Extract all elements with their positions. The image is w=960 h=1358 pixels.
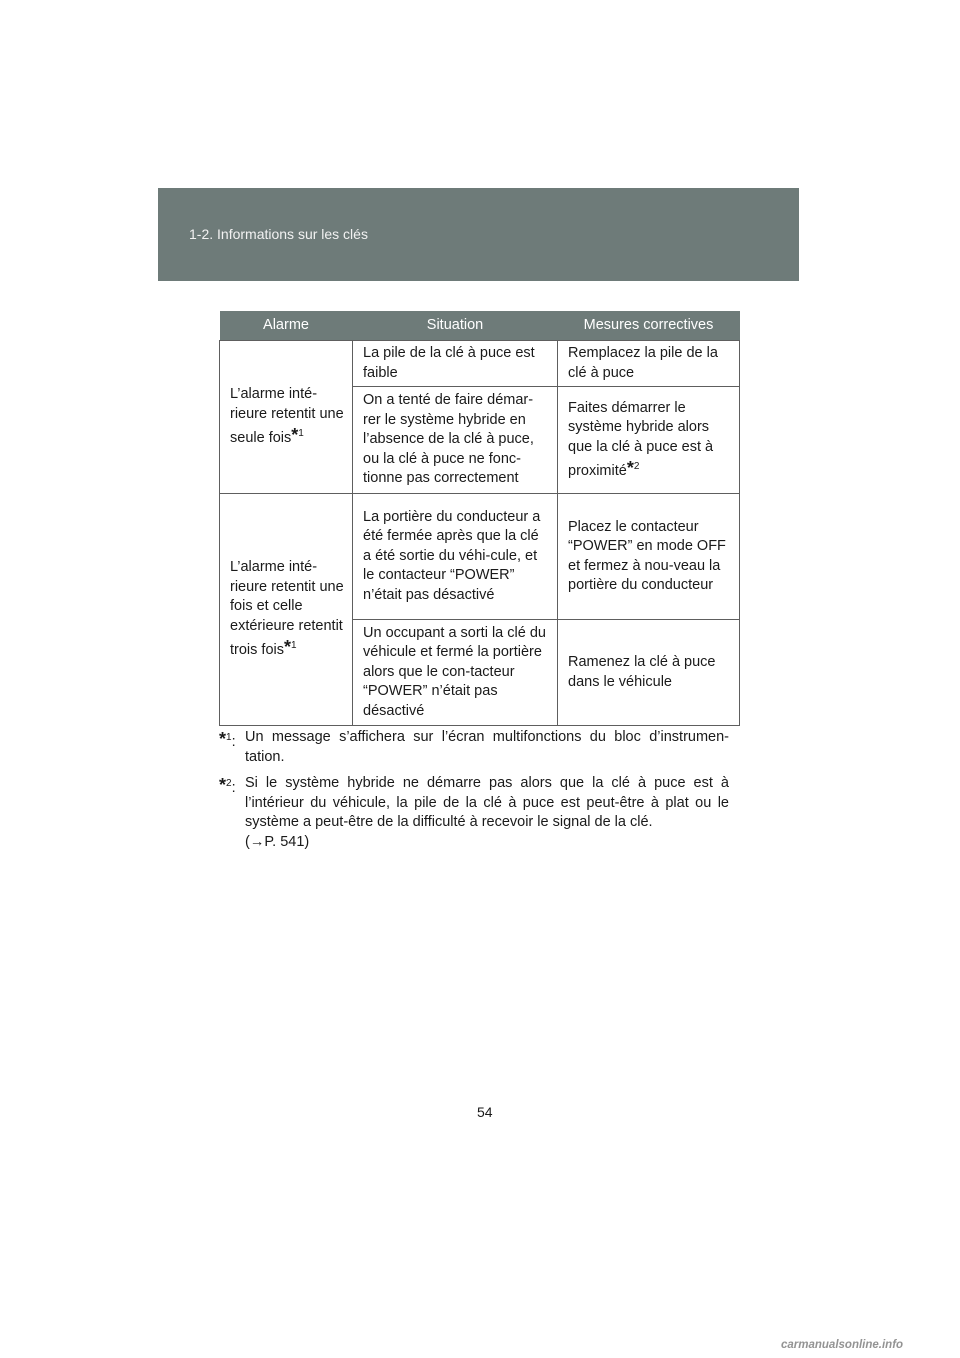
watermark: carmanualsonline.info — [781, 1339, 904, 1351]
alarm-cell — [220, 494, 353, 726]
page-reference-link[interactable]: (→P. 541) — [245, 833, 310, 850]
column-header-mesures: Mesures correctives — [558, 311, 740, 341]
footnote-text: Si le système hybride ne démarre pas alors que la clé à puce est à l’intérieur du véhicule, la pile de la clé à puce est peut-être à plat ou le système a peut-être de la difficulté à recevoir le signal de la clé. — [245, 775, 729, 830]
action-cell: Ramenez la clé à puce dans le véhicule — [558, 620, 740, 726]
situation-cell: La portière du conducteur a été fermée après que la clé a été sortie du véhi-cule, et le contacteur “POWER” n’était pas désactivé — [353, 494, 558, 620]
footnote: *$^1$: Un message s’affichera sur l’écran multifonctions du bloc d’instrumen-tation. — [219, 728, 729, 767]
footnotes — [219, 728, 729, 859]
footnote-ref: 1 — [291, 640, 297, 652]
table-row — [220, 341, 740, 387]
column-header-situation: Situation — [353, 311, 558, 341]
page-number: 54 — [477, 1104, 493, 1120]
column-header-alarme: Alarme — [220, 311, 353, 341]
situation-cell: Un occupant a sorti la clé du véhicule et fermé la portière alors que le con-tacteur “POWER” n’était pas désactivé — [353, 620, 558, 726]
situation-cell: On a tenté de faire démar-rer le système hybride en l’absence de la clé à puce, ou la clé à puce ne fonc-tionne pas correctement — [353, 387, 558, 494]
table-row — [220, 494, 740, 620]
footnote-number: 2 — [226, 778, 232, 789]
footnote-text: Un message s’affichera sur l’écran multifonctions du bloc d’instrumen-tation. — [245, 729, 729, 765]
asterisk-icon: * — [291, 425, 299, 446]
footnote-ref: 1 — [298, 428, 304, 440]
action-cell: Remplacez la pile de la clé à puce — [558, 341, 740, 387]
action-text: Faites démarrer le système hybride alors que la clé à puce est à proximité — [568, 399, 714, 479]
alarm-text: L’alarme inté-rieure retentit une fois et celle extérieure retentit trois fois — [230, 559, 344, 659]
table-header-row — [220, 311, 740, 341]
asterisk-icon: * — [219, 728, 227, 749]
action-cell: Placez le contacteur “POWER” en mode OFF et fermez à nou-veau la portière du conducteur — [558, 494, 740, 620]
asterisk-icon: * — [284, 637, 292, 658]
situation-cell: La pile de la clé à puce est faible — [353, 341, 558, 387]
alarm-table — [219, 311, 740, 726]
footnote-number: 1 — [226, 732, 232, 743]
alarm-text: L’alarme inté-rieure retentit une seule fois — [230, 386, 344, 447]
alarm-cell — [220, 341, 353, 494]
asterisk-icon: * — [219, 774, 227, 795]
footnote: *$^2$: Si le système hybride ne démarre pas alors que la clé à puce est à l’intérieur du véhicule, la pile de la clé à puce est peut-être à plat ou le système a peut-être de la difficulté à recevoir le signal de la clé. (→P. 541) — [219, 774, 729, 850]
section-title: 1-2. Informations sur les clés — [189, 226, 368, 242]
action-cell — [558, 387, 740, 494]
footnote-ref: 2 — [633, 461, 640, 473]
asterisk-icon: * — [626, 457, 634, 478]
